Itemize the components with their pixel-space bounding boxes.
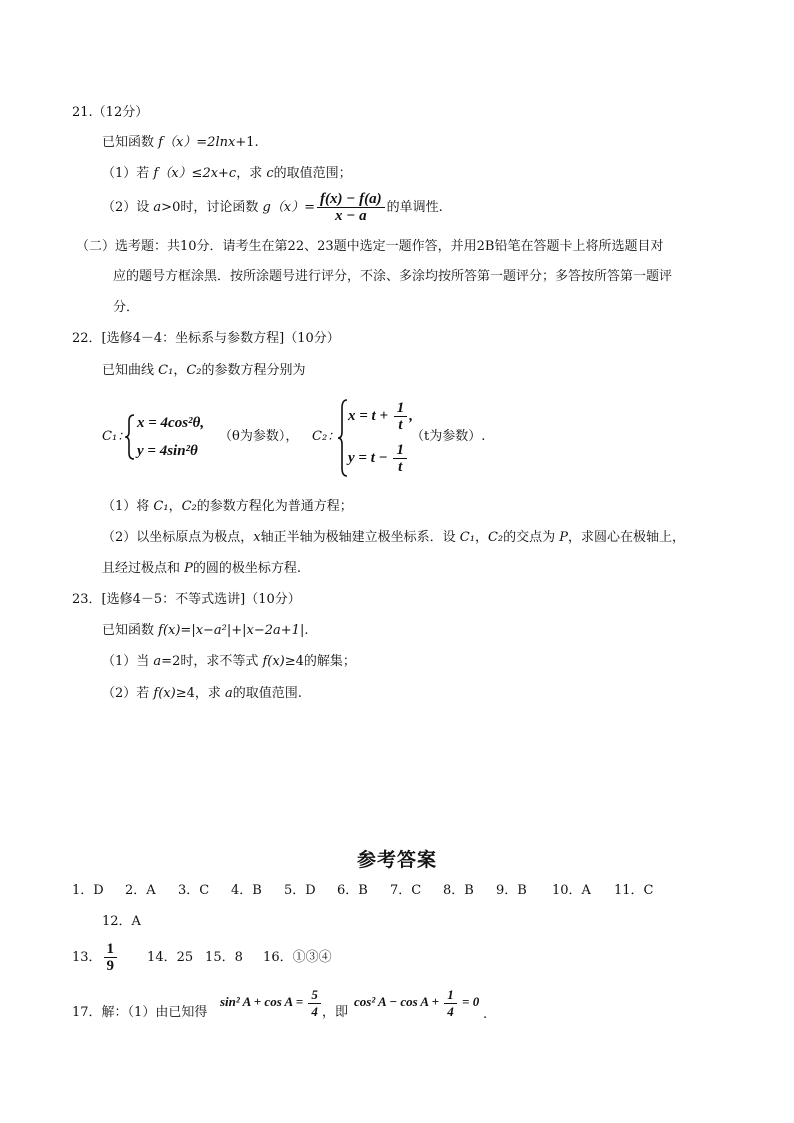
c2-eq2-lhs: y = t − [348,450,392,466]
q23-heading: 23．[选修4－5：不等式选讲]（10分） [72,592,301,607]
mc-answer: 10．A [552,883,591,898]
q17-mid: ，即 [322,1005,349,1020]
mc-answer: 1．D [72,883,104,898]
q14-answer: 14．25 [147,950,194,965]
c2-eq2-frac [393,442,407,475]
mc-answers-row [72,882,654,900]
q22-part2-lead: （2）以坐标原点为极点， [102,530,254,545]
q21-part2-lead: （2）设 [102,200,154,215]
q17-eq2-frac [444,987,457,1020]
q22-part2-mid: 轴正半轴为极轴建立极坐标系．设 [260,530,460,545]
q22-given-end: 的参数方程分别为 [201,363,306,378]
q22-part1-c2: C₂ [181,499,197,514]
c2-eq1-lhs: x = t + [348,408,392,424]
c1-brace [124,413,136,461]
mc-answer: 11．C [614,883,654,898]
q17-eq2-num: 1 [444,987,457,1004]
q21-part2-mid: >0时，讨论函数 [161,200,263,215]
q17-eq2-den: 4 [447,1003,454,1019]
q13-num: 1 [104,941,118,958]
q22-part2-x: x [253,530,261,545]
q23-given-end: . [304,623,309,638]
q22-part1-end: 的参数方程化为普通方程； [196,499,353,514]
q21-function: f（x）=2ln [158,135,228,150]
q23-part1-a: a [153,654,162,669]
q23-function: f(x)=|x−a²|+|x−2a+1| [158,623,305,638]
q22-sep: ， [173,363,187,378]
fill-answers-row [72,938,332,978]
q23-part2-f: f(x) [153,686,176,701]
mc-answer: 5．D [284,883,316,898]
q23-part2 [102,685,302,703]
mc-answer: 3．C [178,883,210,898]
q21-part1-ineq: f（x）≤2x+c [153,166,237,181]
q21-part1-end: 的取值范围； [273,166,352,181]
q23-part1-f: f(x) [262,654,285,669]
q23-part2-mid: ≥4，求 [175,686,225,701]
q22-c1: C₁ [158,363,174,378]
q17-eq1-den: 4 [311,1003,318,1019]
q23-part1-lead: （1）当 [102,654,154,669]
c2-label: C₂： [312,429,341,444]
c1-eq1: x = 4cos²θ, [137,415,205,431]
c2-eq2-frac-num: 1 [393,442,407,459]
q21-given-text: 已知函数 [102,135,159,150]
q22-part2 [102,529,685,547]
q21-part1-lead: （1）若 [102,166,154,181]
c1-label: C₁： [102,429,131,444]
q21-part2 [102,188,443,228]
q21-part1-c: c [266,166,274,181]
q13-fraction [104,941,118,974]
q23-part2-lead: （2）若 [102,686,154,701]
mc-answer: 2．A [125,883,156,898]
answers-title: 参考答案 [356,849,437,871]
q22-heading: 22．[选修4－4：坐标系与参数方程]（10分） [72,331,340,346]
q21-frac-num: f(x) − f(a) [317,191,385,208]
c2-eq2 [348,440,409,476]
q23-given-text: 已知函数 [102,623,159,638]
mc-answer: 7．C [390,883,422,898]
q22-part2-line2-end: 的圆的极坐标方程. [192,561,302,576]
q22-given-text: 已知曲线 [102,363,159,378]
q17-eq2-rhs: = 0 [458,994,480,1009]
q23-part1 [102,653,356,671]
q21-part1-mid: ，求 [236,166,267,181]
q13-label: 13． [72,950,102,965]
q22-part2-line2-P: P [184,561,193,576]
q17-eq2 [354,984,479,1020]
q21-var-x: x [227,135,236,150]
q21-given-end: +1. [235,135,259,150]
q22-part2-line2 [102,560,301,578]
q17-lead: 17．解：（1）由已知得 [72,1005,208,1020]
q21-part1 [102,165,352,183]
mc-answer-12: 12．A [102,914,141,929]
q22-part1 [102,498,353,516]
q21-frac-den: x − a [335,208,367,224]
q22-part2-P: P [559,530,569,545]
q17-eq1-frac [308,987,321,1020]
q22-c2: C₂ [186,363,202,378]
q23-part1-end: ≥4的解集； [284,654,356,669]
sec2-line3: 分． [113,300,140,315]
mc-answer: 9．B [496,883,527,898]
mc-answer: 4．B [231,883,262,898]
q17-eq1-lhs: sin² A + cos A = [220,994,307,1009]
q23-part1-mid: =2时，求不等式 [161,654,263,669]
q21-heading: 21.（12分） [72,105,149,120]
sec2-line1: （二）选考题：共10分．请考生在第22、23题中选定一题作答，并用2B铅笔在答题卡上将所选题目对 [76,239,664,254]
q17-eq2-lhs: cos² A − cos A + [354,994,443,1009]
q17-eq1 [220,984,323,1020]
c2-eq1-frac-den: t [398,417,403,434]
c2-eq2-frac-den: t [398,459,403,476]
q21-given [102,134,259,152]
q23-given [102,622,308,640]
c2-eq1 [348,398,413,434]
q21-fraction [317,191,385,224]
q23-part2-end: 的取值范围. [232,686,302,701]
q22-given [102,362,306,380]
sec2-line2: 应的题号方框涂黑．按所涂题号进行评分，不涂、多涂均按所答第一题评分；多答按所答第一题评 [113,269,673,284]
q13-den: 9 [106,958,115,974]
q22-part2-sep: ， [474,530,488,545]
q17-eq1-num: 5 [308,987,321,1004]
q21-part2-end: 的单调性. [386,200,443,215]
mc-answer: 8．B [443,883,474,898]
q22-part1-lead: （1）将 [102,499,154,514]
q15-answer: 15．8 [205,950,243,965]
c1-eq2: y = 4sin²θ [137,443,198,459]
q22-part2-end: ，求圆心在极轴上， [568,530,686,545]
q22-part2-mid2: 的交点为 [503,530,560,545]
q21-part2-a: a [153,200,162,215]
q22-part2-line2-lead: 且经过极点和 [102,561,185,576]
q22-part2-c2: C₂ [487,530,504,545]
c1-param: （θ为参数）， [219,429,299,444]
c2-eq1-comma: , [409,408,414,424]
mc-answer: 6．B [337,883,368,898]
q17-end: . [483,1007,488,1022]
q22-part2-c1: C₁ [459,530,475,545]
q21-part2-g: g（x）= [262,200,316,215]
q22-part1-sep: ， [168,499,182,514]
q16-answer: 16．①③④ [263,950,332,965]
c2-param: （t为参数）. [411,429,486,444]
q22-part1-c1: C₁ [153,499,169,514]
c2-eq1-frac [394,400,408,433]
c2-eq1-frac-num: 1 [394,400,408,417]
q23-part2-a: a [225,686,233,701]
